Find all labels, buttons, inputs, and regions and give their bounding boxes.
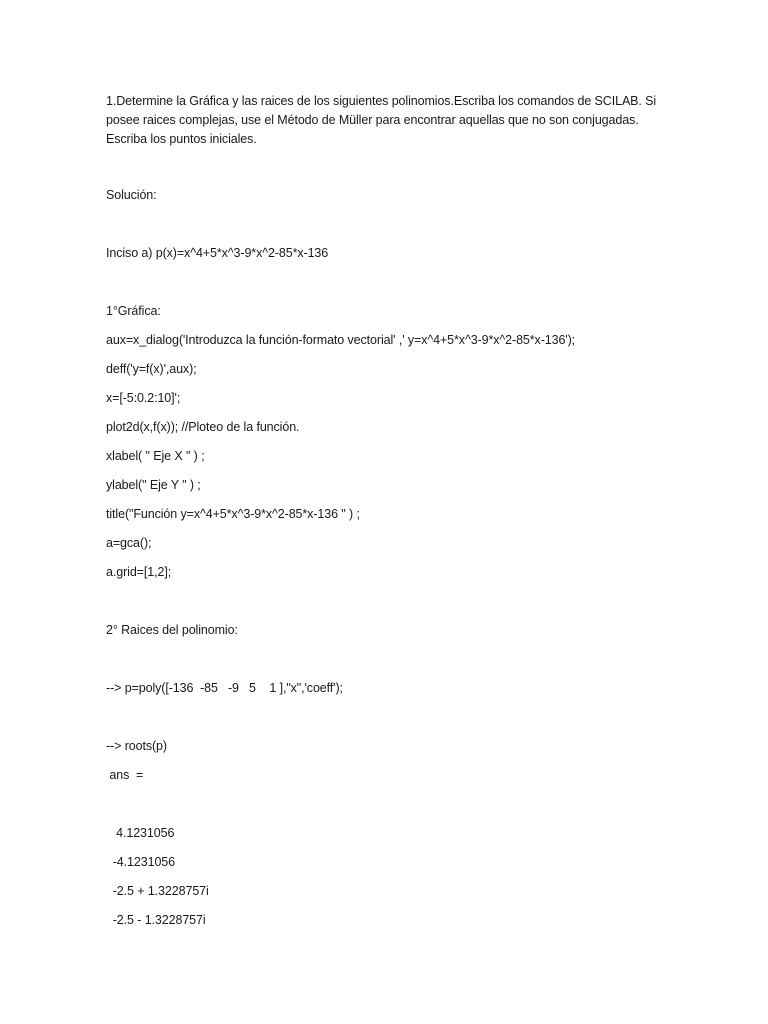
code-line: title("Función y=x^4+5*x^3-9*x^2-85*x-136 " ) ; xyxy=(106,507,360,521)
inciso-a: Inciso a) p(x)=x^4+5*x^3-9*x^2-85*x-136 xyxy=(106,246,329,260)
problem-line-2: posee raices complejas, use el Método de Müller para encontrar aquellas que no son conjugadas. xyxy=(106,113,639,127)
root-value: -2.5 + 1.3228757i xyxy=(106,884,209,898)
roots-command: --> roots(p) xyxy=(106,739,167,753)
code-line: a.grid=[1,2]; xyxy=(106,565,172,579)
ans-label: ans = xyxy=(106,768,144,782)
root-value: -4.1231056 xyxy=(106,855,175,869)
raices-heading: 2° Raices del polinomio: xyxy=(106,623,238,637)
code-line: x=[-5:0.2:10]'; xyxy=(106,391,181,405)
grafica-heading: 1°Gráfica: xyxy=(106,304,161,318)
code-line: ylabel(" Eje Y " ) ; xyxy=(106,478,201,492)
root-value: -2.5 - 1.3228757i xyxy=(106,913,206,927)
code-line: xlabel( " Eje X " ) ; xyxy=(106,449,205,463)
problem-line-3: Escriba los puntos iniciales. xyxy=(106,132,257,146)
poly-command: --> p=poly([-136 -85 -9 5 1 ],"x",'coeff'); xyxy=(106,681,343,695)
solucion-label: Solución: xyxy=(106,188,157,202)
problem-statement xyxy=(106,92,666,149)
code-line: plot2d(x,f(x)); //Ploteo de la función. xyxy=(106,420,300,434)
code-line: deff('y=f(x)',aux); xyxy=(106,362,197,376)
code-line: a=gca(); xyxy=(106,536,152,550)
code-line: aux=x_dialog('Introduzca la función-formato vectorial' ,' y=x^4+5*x^3-9*x^2-85*x-136'); xyxy=(106,333,576,347)
problem-line-1: 1.Determine la Gráfica y las raices de los siguientes polinomios.Escriba los comandos de SCILAB. Si xyxy=(106,94,657,108)
root-value: 4.1231056 xyxy=(106,826,175,840)
